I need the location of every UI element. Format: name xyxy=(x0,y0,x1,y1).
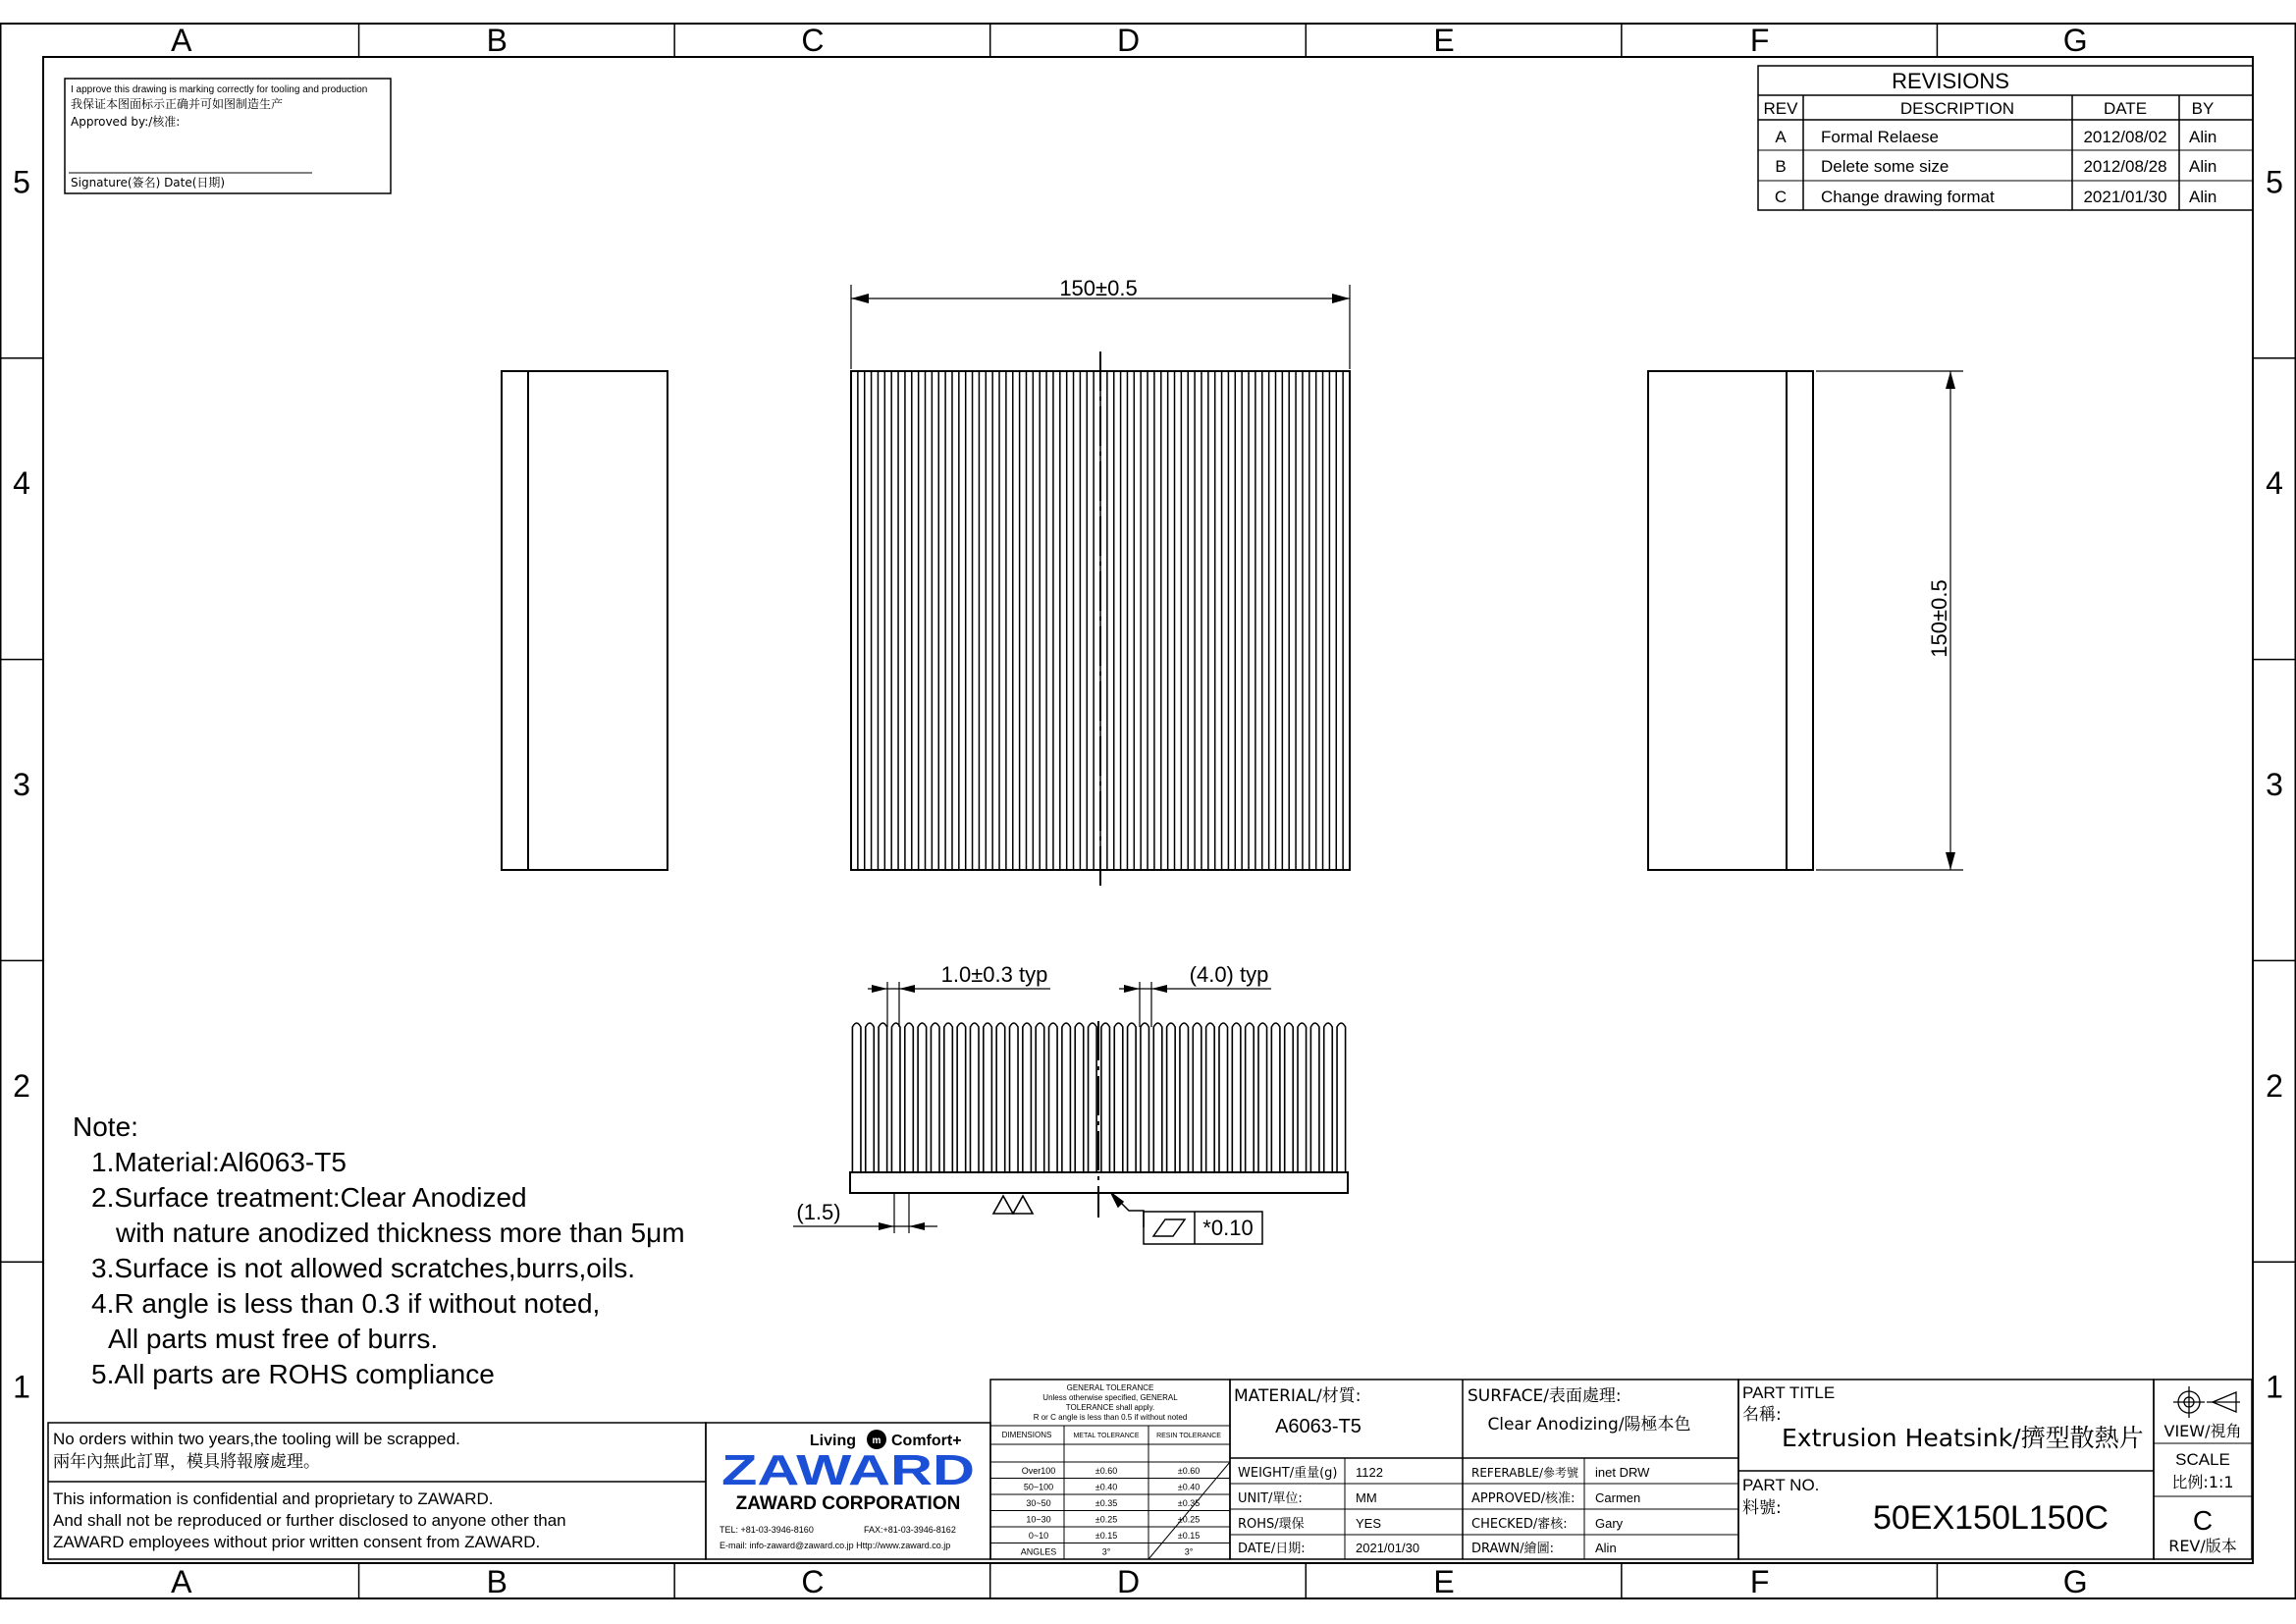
part-title-cn-label: 名稱: xyxy=(1742,1405,1782,1425)
zaward-logo-block xyxy=(720,1430,975,1550)
gt-cell: ±0.60 xyxy=(1095,1466,1118,1476)
profile-fin xyxy=(1324,1023,1333,1172)
profile-fin xyxy=(970,1023,979,1172)
profile-fin xyxy=(984,1023,992,1172)
note-4b: All parts must free of burrs. xyxy=(108,1324,439,1354)
zone-column-label: F xyxy=(1749,23,1770,58)
gt-cell: ±0.40 xyxy=(1095,1482,1118,1492)
profile-fin xyxy=(1285,1023,1294,1172)
profile-fin xyxy=(1246,1023,1255,1172)
revision-rev: A xyxy=(1775,128,1787,146)
approved-by-label: Approved by:/核准: xyxy=(71,115,181,129)
gt-cell: ±0.15 xyxy=(1177,1531,1201,1541)
gt-cell: Over100 xyxy=(1021,1466,1056,1476)
profile-fin xyxy=(1153,1023,1162,1172)
zone-column-label: D xyxy=(1116,1564,1141,1599)
svg-text:m: m xyxy=(872,1435,881,1446)
zone-column-label: D xyxy=(1116,23,1141,58)
company-tel: TEL: +81-03-3946-8160 xyxy=(720,1525,814,1535)
note-5: 5.All parts are ROHS compliance xyxy=(91,1359,495,1389)
profile-fin xyxy=(1180,1023,1189,1172)
profile-fin xyxy=(1114,1023,1123,1172)
profile-fin xyxy=(1089,1023,1097,1172)
profile-fin xyxy=(1258,1023,1267,1172)
part-number: 50EX150L150C xyxy=(1872,1499,2109,1537)
profile-fin xyxy=(931,1023,939,1172)
gt-note-3: R or C angle is less than 0.5 if without noted xyxy=(1033,1413,1188,1422)
profile-fin xyxy=(1219,1023,1228,1172)
weight-label: WEIGHT/重量(g) xyxy=(1238,1466,1338,1481)
note-4: 4.R angle is less than 0.3 if without noted, xyxy=(91,1288,601,1319)
top-view xyxy=(851,352,1350,886)
profile-fin xyxy=(1141,1023,1149,1172)
zone-row-label: 2 xyxy=(13,1067,30,1104)
right-side-view xyxy=(1648,371,1813,870)
profile-fin xyxy=(944,1023,953,1172)
surface-label: SURFACE/表面處理: xyxy=(1468,1386,1622,1406)
checked-label: CHECKED/審核: xyxy=(1471,1517,1568,1532)
zone-row-label: 3 xyxy=(13,767,30,802)
length-dimension-label: 150±0.5 xyxy=(1927,579,1951,658)
gt-header-resin: RESIN TOLERANCE xyxy=(1156,1433,1221,1439)
profile-fin xyxy=(879,1023,887,1172)
zaward-logo: ZAWARD xyxy=(721,1446,975,1494)
zone-column-label: B xyxy=(486,23,508,58)
zone-column-label: C xyxy=(801,23,825,58)
part-title-label: PART TITLE xyxy=(1742,1383,1836,1402)
revision-description: Formal Relaese xyxy=(1821,128,1939,146)
revision-by: Alin xyxy=(2189,188,2217,206)
base-label: (1.5) xyxy=(796,1200,841,1224)
profile-fin xyxy=(957,1023,966,1172)
approval-line-en: I approve this drawing is marking correctly for tooling and production xyxy=(71,84,368,95)
profile-fin xyxy=(1271,1023,1280,1172)
profile-fin xyxy=(1128,1023,1137,1172)
confidential-line-2: And shall not be reproduced or further disclosed to anyone other than xyxy=(53,1511,566,1530)
drawn-value: Alin xyxy=(1595,1541,1617,1555)
gt-cell: ±0.40 xyxy=(1177,1482,1201,1492)
profile-fin xyxy=(891,1023,900,1172)
zone-column-label: A xyxy=(171,23,192,58)
note-2b: with nature anodized thickness more than 5μm xyxy=(116,1218,685,1248)
gt-cell: 30~50 xyxy=(1026,1498,1051,1508)
company-email: E-mail: info-zaward@zaward.co.jp Http://www.zaward.co.jp xyxy=(720,1541,951,1550)
profile-fin xyxy=(1167,1023,1176,1172)
scrap-note-en: No orders within two years,the tooling will be scrapped. xyxy=(53,1430,460,1448)
projection-symbol-icon xyxy=(2173,1386,2240,1418)
profile-fin xyxy=(1036,1023,1044,1172)
slogan-comfort: Comfort+ xyxy=(891,1433,962,1449)
fin-thickness-dimension xyxy=(868,982,1050,1027)
gt-cell: 3° xyxy=(1184,1546,1194,1557)
profile-fin xyxy=(996,1023,1005,1172)
revision-date: 2012/08/02 xyxy=(2083,128,2167,146)
unit-value: MM xyxy=(1356,1490,1377,1505)
profile-fin xyxy=(1023,1023,1032,1172)
profile-fin xyxy=(1062,1023,1071,1172)
zone-column-label: A xyxy=(171,1564,192,1599)
note-2: 2.Surface treatment:Clear Anodized xyxy=(91,1182,527,1213)
surface-value: Clear Anodizing/陽極本色 xyxy=(1487,1415,1691,1435)
profile-fin xyxy=(1010,1023,1019,1172)
confidential-line-1: This information is confidential and proprietary to ZAWARD. xyxy=(53,1489,494,1508)
approval-line-cn: 我保证本图面标示正确并可如图制造生产 xyxy=(71,97,284,111)
profile-fin xyxy=(1075,1023,1084,1172)
zone-row-label: 4 xyxy=(13,465,30,502)
checked-value: Gary xyxy=(1595,1516,1624,1531)
profile-fin xyxy=(1310,1023,1319,1172)
profile-fin xyxy=(1337,1023,1346,1172)
rev-value: C xyxy=(2192,1505,2214,1536)
zone-row-label: 4 xyxy=(2266,465,2283,502)
note-1: 1.Material:Al6063-T5 xyxy=(91,1147,347,1177)
scale-label: SCALE xyxy=(2175,1450,2230,1469)
gt-title: GENERAL TOLERANCE xyxy=(1066,1383,1154,1392)
unit-label: UNIT/單位: xyxy=(1238,1491,1303,1506)
gt-cell: 0~10 xyxy=(1028,1531,1049,1541)
material-value: A6063-T5 xyxy=(1275,1416,1362,1437)
profile-fin xyxy=(1298,1023,1307,1172)
gt-header-metal: METAL TOLERANCE xyxy=(1073,1433,1140,1439)
profile-fin xyxy=(866,1023,875,1172)
notes xyxy=(73,1111,685,1389)
revision-rev: C xyxy=(1774,188,1788,206)
zone-column-label: G xyxy=(2062,1564,2088,1599)
referable-label: REFERABLE/參考號 xyxy=(1471,1466,1579,1480)
gt-cell: ±0.35 xyxy=(1095,1498,1118,1508)
zone-column-label: E xyxy=(1433,23,1455,58)
date-value: 2021/01/30 xyxy=(1356,1541,1420,1555)
profile-fin xyxy=(905,1023,914,1172)
profile-view xyxy=(850,1021,1348,1218)
zone-column-label: E xyxy=(1433,1564,1455,1599)
pitch-label: (4.0) typ xyxy=(1189,962,1269,987)
part-title-value: Extrusion Heatsink/擠型散熱片 xyxy=(1782,1424,2144,1452)
gt-cell: ANGLES xyxy=(1020,1546,1057,1557)
approved-value: Carmen xyxy=(1595,1490,1641,1505)
date-label: DATE/日期: xyxy=(1238,1542,1306,1556)
zone-column-label: F xyxy=(1749,1564,1770,1599)
zone-column-label: C xyxy=(801,1564,825,1599)
zone-column-label: B xyxy=(486,1564,508,1599)
drawn-label: DRAWN/繪圖: xyxy=(1471,1542,1555,1556)
part-no-cn-label: 料號: xyxy=(1742,1498,1782,1518)
revision-description: Change drawing format xyxy=(1821,188,1995,206)
approved-label: APPROVED/核准: xyxy=(1471,1491,1575,1506)
note-3: 3.Surface is not allowed scratches,burrs,oils. xyxy=(91,1253,636,1283)
zone-row-label: 5 xyxy=(13,164,30,200)
width-dimension-label: 150±0.5 xyxy=(1059,276,1138,300)
zone-row-label: 5 xyxy=(2266,164,2283,200)
slogan-living: Living xyxy=(809,1433,856,1449)
general-tolerance xyxy=(1002,1383,1222,1557)
gt-header-dimensions: DIMENSIONS xyxy=(1001,1431,1052,1439)
revision-description: Delete some size xyxy=(1821,157,1949,176)
approval-box xyxy=(65,79,391,193)
part-no-label: PART NO. xyxy=(1742,1476,1820,1494)
profile-fin xyxy=(1206,1023,1215,1172)
gt-cell: ±0.35 xyxy=(1177,1498,1201,1508)
profile-fin xyxy=(1049,1023,1058,1172)
flatness-value: *0.10 xyxy=(1202,1216,1254,1240)
zone-row-label: 1 xyxy=(13,1369,30,1405)
zone-row-label: 3 xyxy=(2266,767,2283,802)
zone-row-label: 2 xyxy=(2266,1067,2283,1104)
pitch-dimension xyxy=(1119,982,1271,1027)
revision-by: Alin xyxy=(2189,128,2217,146)
gt-note-1: Unless otherwise specified, GENERAL xyxy=(1042,1393,1178,1402)
signature-label: Signature(簽名) Date(日期) xyxy=(71,176,226,189)
company-name: ZAWARD CORPORATION xyxy=(735,1493,961,1514)
revision-rev: B xyxy=(1775,157,1787,176)
material-label: MATERIAL/材質: xyxy=(1234,1386,1362,1406)
scale-value: 比例:1:1 xyxy=(2171,1473,2234,1491)
profile-fin xyxy=(918,1023,927,1172)
gt-cell: 3° xyxy=(1101,1546,1111,1557)
gt-note-2: TOLERANCE shall apply. xyxy=(1065,1403,1155,1412)
gt-cell: 10~30 xyxy=(1026,1514,1051,1525)
referable-value: inet DRW xyxy=(1595,1465,1650,1480)
rev-label: REV/版本 xyxy=(2168,1537,2237,1555)
profile-fin xyxy=(1193,1023,1201,1172)
company-fax: FAX:+81-03-3946-8162 xyxy=(864,1525,956,1535)
gt-cell: ±0.60 xyxy=(1177,1466,1201,1476)
scrap-note-cn: 兩年內無此訂單，模具將報廢處理。 xyxy=(53,1452,320,1472)
left-side-view xyxy=(502,371,667,870)
gt-cell: ±0.25 xyxy=(1095,1514,1118,1525)
by-header: BY xyxy=(2191,99,2215,118)
revision-date: 2012/08/28 xyxy=(2083,157,2167,176)
profile-fin xyxy=(1232,1023,1241,1172)
weight-value: 1122 xyxy=(1356,1465,1383,1480)
profile-fin xyxy=(852,1023,861,1172)
revisions-title: REVISIONS xyxy=(1892,69,2009,93)
rohs-label: ROHS/環保 xyxy=(1238,1517,1305,1532)
gt-cell: 50~100 xyxy=(1023,1482,1054,1492)
notes-title: Note: xyxy=(73,1111,138,1142)
date-header: DATE xyxy=(2103,99,2148,118)
description-header: DESCRIPTION xyxy=(1899,99,2015,118)
view-label: VIEW/視角 xyxy=(2163,1422,2242,1440)
gt-cell: ±0.25 xyxy=(1177,1514,1201,1525)
fin-thickness-label: 1.0±0.3 typ xyxy=(940,962,1048,987)
confidential-line-3: ZAWARD employees without prior written consent from ZAWARD. xyxy=(53,1533,541,1551)
rohs-value: YES xyxy=(1356,1516,1382,1531)
revision-date: 2021/01/30 xyxy=(2083,188,2167,206)
revision-by: Alin xyxy=(2189,157,2217,176)
zone-column-label: G xyxy=(2062,23,2088,58)
gt-cell: ±0.15 xyxy=(1095,1531,1118,1541)
rev-header: REV xyxy=(1763,99,1798,118)
zone-row-label: 1 xyxy=(2266,1369,2283,1405)
revisions-table xyxy=(1758,66,2253,210)
profile-fin xyxy=(1101,1023,1110,1172)
